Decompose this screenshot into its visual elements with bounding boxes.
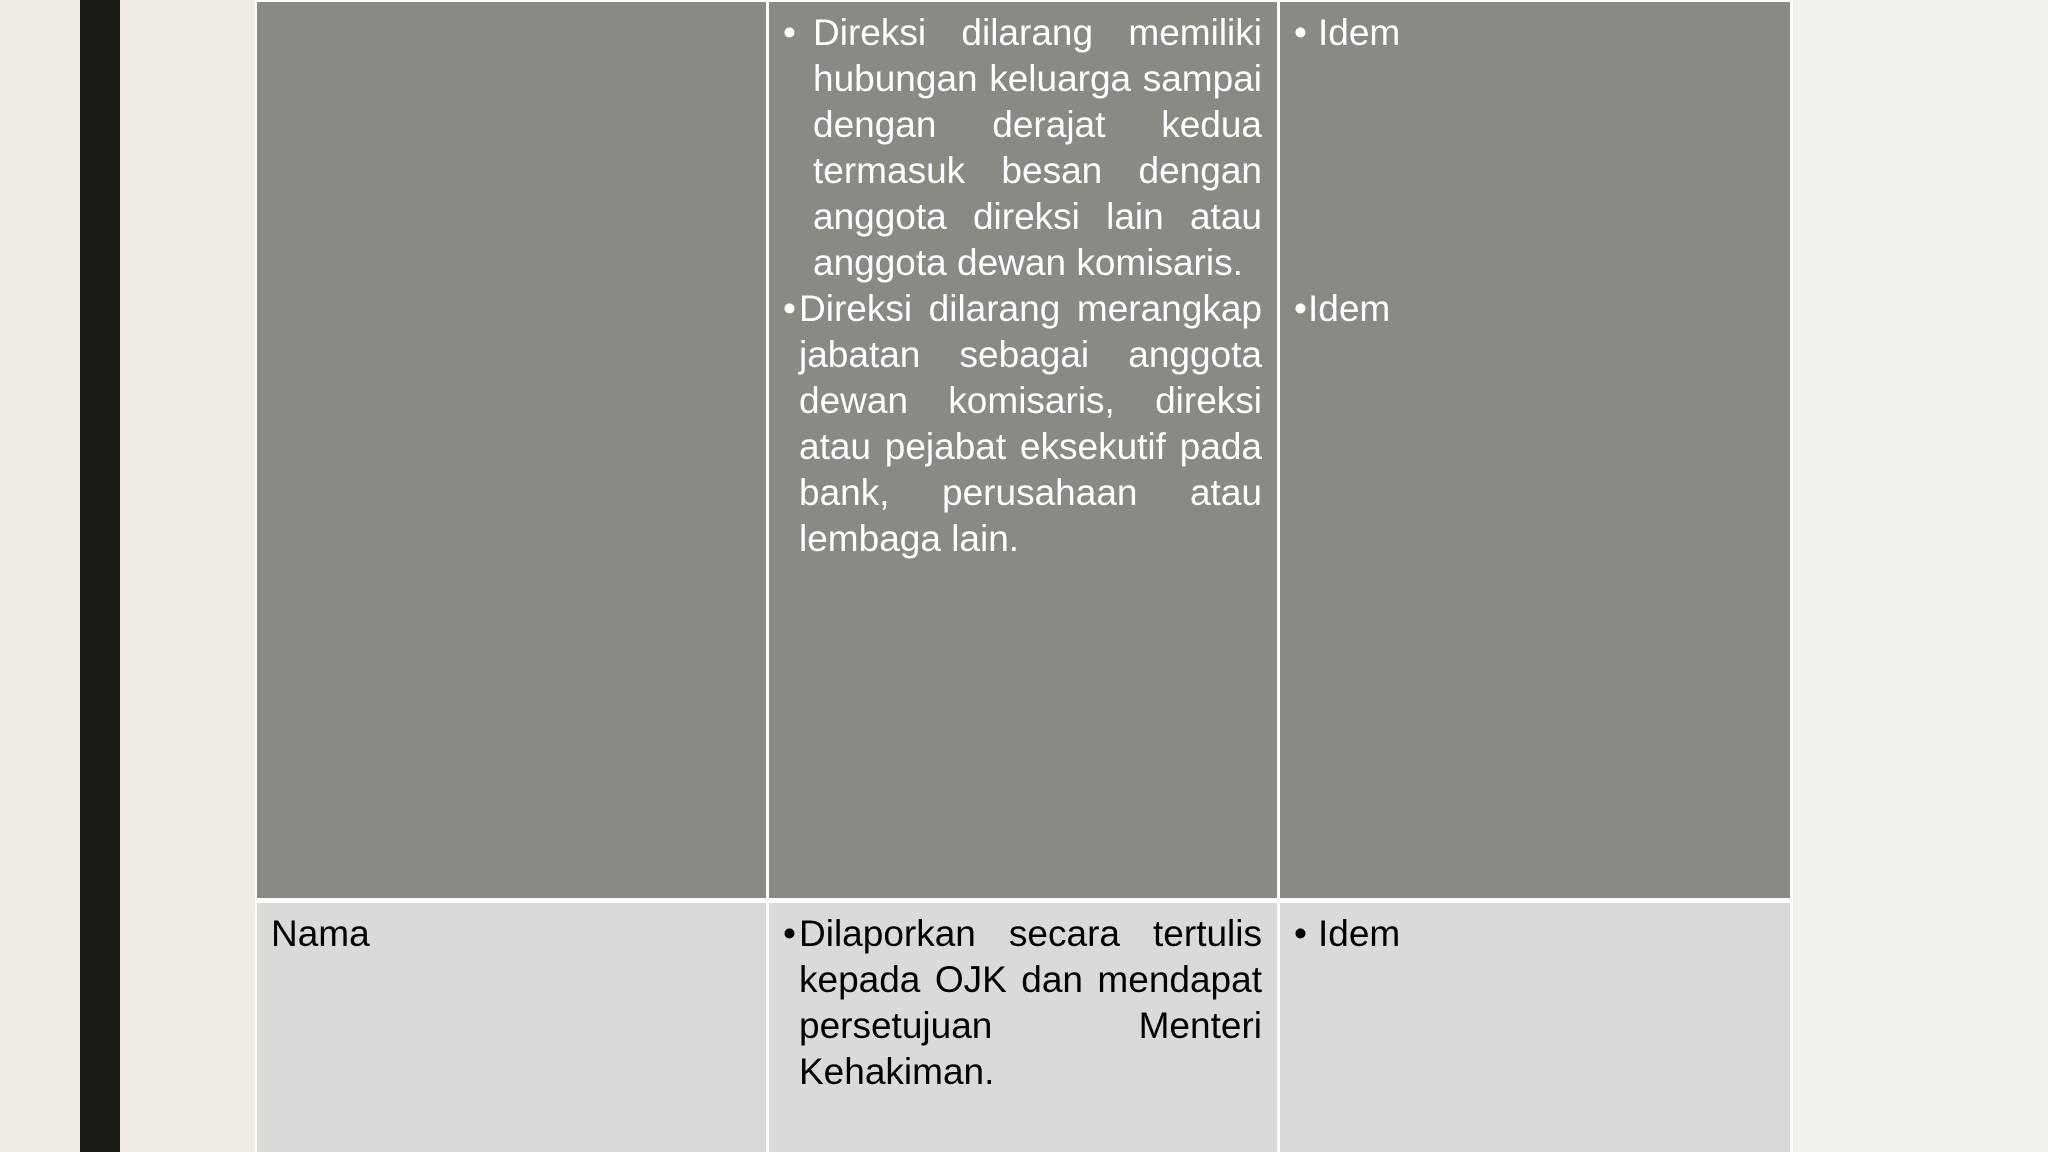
list-item-text: Direksi dilarang merangkap jabatan sebagai anggota dewan komisaris, direksi atau pejabat eksekutif pada bank, perusahaan atau lembaga lain. — [799, 288, 1262, 559]
bullet-mark: • — [783, 12, 796, 53]
bullet-mark: • — [783, 288, 796, 329]
bullet-mark: • — [1294, 288, 1307, 329]
list-item-text: Direksi dilarang memiliki hubungan keluarga sampai dengan derajat kedua termasuk besan dengan anggota direksi lain atau anggota dewan komisaris. — [813, 12, 1262, 283]
table-cell-r2-c3 — [1280, 903, 1790, 1152]
table-cell-r2-c2 — [769, 903, 1277, 1152]
table-cell-r1-c2 — [769, 2, 1277, 898]
bullet-mark: • — [783, 913, 796, 954]
row-label: Nama — [271, 913, 370, 954]
list-item — [783, 10, 1262, 286]
bullet-mark: • — [1294, 913, 1307, 954]
right-margin — [1795, 0, 2048, 1152]
table-cell-r1-c1 — [257, 2, 766, 898]
list-item — [1294, 911, 1775, 957]
list-item — [1294, 10, 1775, 56]
comparison-table — [255, 0, 1793, 1152]
list-item-text: Dilaporkan secara tertulis kepada OJK dan mendapat persetujuan Menteri Kehakiman. — [799, 913, 1262, 1092]
list-item — [783, 286, 1262, 562]
list-item-text: Idem — [1318, 913, 1401, 954]
bullet-mark: • — [1294, 12, 1307, 53]
list-item — [1294, 286, 1775, 332]
table-cell-r2-c1 — [257, 903, 766, 1152]
list-item — [783, 911, 1262, 1095]
accent-bar — [80, 0, 120, 1152]
list-item-text: Idem — [1318, 12, 1401, 53]
table-cell-r1-c3 — [1280, 2, 1790, 898]
list-item-text: Idem — [1308, 288, 1391, 329]
